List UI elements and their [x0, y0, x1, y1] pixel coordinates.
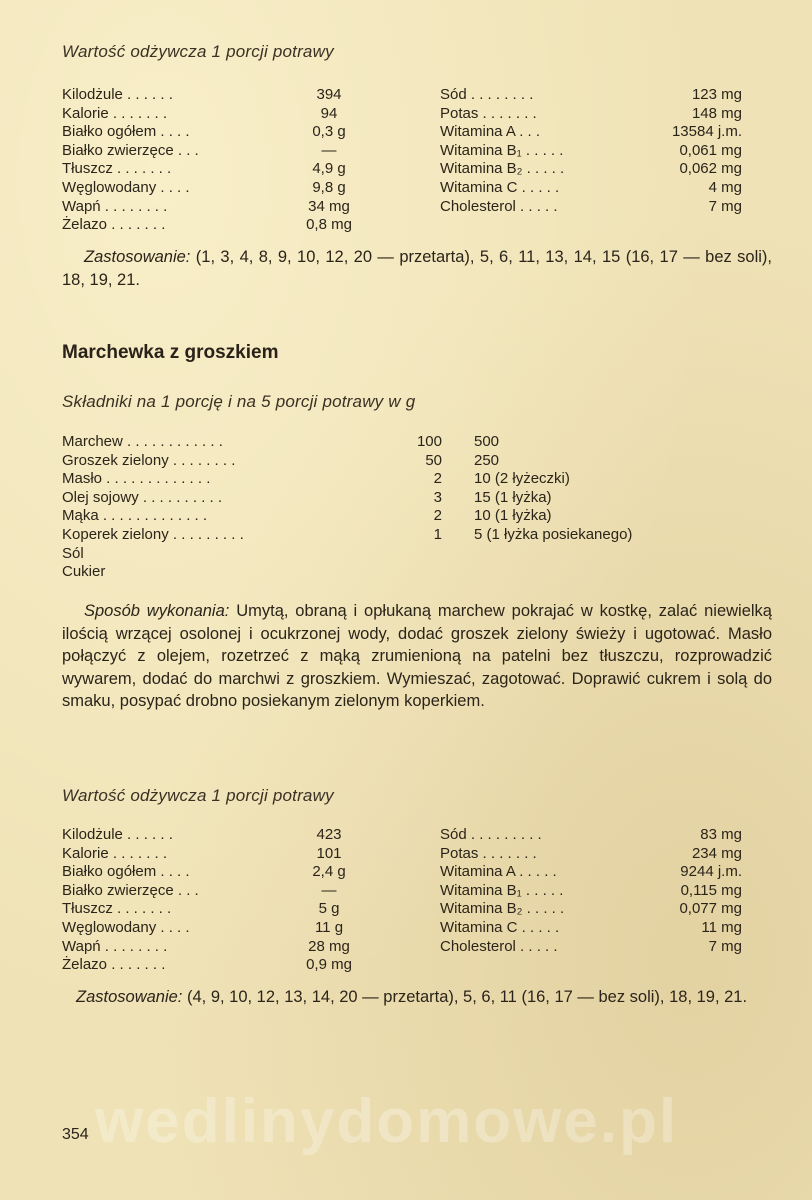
nutrition-row: Kilodżule . . . . . . 394: [62, 86, 342, 103]
nutrition-row: Białko ogółem . . . . 0,3 g: [62, 123, 346, 141]
nutrition-row: Cholesterol . . . . . 7 mg: [440, 197, 742, 215]
nutrition-table-2: [62, 826, 782, 976]
nutrition-row: Kalorie . . . . . . . 101: [62, 844, 342, 862]
nutrition-row: Potas . . . . . . . 234 mg: [440, 844, 742, 862]
nutrition-row: Witamina B₂ . . . . . 0,062 mg: [440, 160, 742, 178]
recipe-title: Marchewka z groszkiem: [62, 342, 279, 363]
nutrition-row: Białko zwierzęce . . . —: [62, 881, 337, 899]
nutrition-heading-1: Wartość odżywcza 1 porcji potrawy: [62, 42, 334, 61]
nutrition-row: Witamina B₂ . . . . . 0,077 mg: [440, 900, 742, 918]
nutrition-row: Witamina A . . . . . 9244 j.m.: [440, 863, 742, 881]
ingredient-row: Marchew . . . . . . . . . . . . 100 500: [62, 433, 500, 450]
nutrition-row: Potas . . . . . . . 148 mg: [440, 104, 742, 122]
nutrition-row: Sód . . . . . . . . 123 mg: [440, 86, 742, 103]
nutrition-row: Tłuszcz . . . . . . . 4,9 g: [62, 160, 346, 178]
ingredient-row: Mąka . . . . . . . . . . . . . 2 10 (1 łyżka): [62, 507, 552, 525]
nutrition-row: Witamina B₁ . . . . . 0,115 mg: [440, 881, 742, 899]
ingredients-heading: Składniki na 1 porcję i na 5 porcji potrawy w g: [62, 392, 416, 411]
nutrition-row: Tłuszcz . . . . . . . 5 g: [62, 900, 340, 918]
nutrition-row: Żelazo . . . . . . . 0,8 mg: [62, 216, 352, 234]
nutrition-row: Witamina C . . . . . 4 mg: [440, 178, 742, 196]
nutrition-heading-2: Wartość odżywcza 1 porcji potrawy: [62, 786, 334, 805]
nutrition-row: Kalorie . . . . . . . 94: [62, 104, 338, 122]
ingredient-row: Olej sojowy . . . . . . . . . . 3 15 (1 łyżka): [62, 488, 552, 506]
nutrition-row: Węglowodany . . . . 11 g: [62, 918, 344, 936]
nutrition-row: Cholesterol . . . . . 7 mg: [440, 937, 742, 955]
usage-paragraph-1: Zastosowanie: (1, 3, 4, 8, 9, 10, 12, 20 — przetarta), 5, 6, 11, 13, 14, 15 (16, 17 — bez soli), 18, 19, 21.: [62, 248, 772, 289]
ingredients-list: [62, 433, 782, 583]
nutrition-table-2-right: [440, 826, 750, 956]
nutrition-row: Kilodżule . . . . . . 423: [62, 826, 342, 843]
nutrition-table-1: [62, 86, 782, 236]
ingredient-row: Sól: [62, 544, 84, 562]
nutrition-table-2-left: [62, 826, 372, 975]
nutrition-row: Witamina C . . . . . 11 mg: [440, 918, 742, 936]
ingredient-row: Masło . . . . . . . . . . . . . 2 10 (2 łyżeczki): [62, 470, 570, 488]
nutrition-table-1-left: [62, 86, 372, 235]
method-paragraph: Sposób wykonania: Umytą, obraną i opłukaną marchew pokrajać w kostkę, zalać niewielką ilością wrzącej osolonej i ocukrzonej wody, dodać groszek zielony świeży i ugotować. Masło połączyć z olejem, rozetrzeć z mąką zrumienioną na patelni bez tłuszczu, rozprowadzić wywarem, dodać do marchwi z groszkiem. Wymieszać, zagotować. Doprawić cukrem i solą do smaku, posypać drobno posiekanym zielonym koperkiem.: [62, 602, 772, 710]
ingredient-row: Groszek zielony . . . . . . . . 50 250: [62, 451, 500, 469]
ingredient-row: Koperek zielony . . . . . . . . . 1 5 (1 łyżka posiekanego): [62, 525, 633, 543]
nutrition-row: Żelazo . . . . . . . 0,9 mg: [62, 956, 352, 974]
nutrition-table-1-right: [440, 86, 750, 216]
ingredient-row: Cukier: [62, 563, 106, 581]
nutrition-row: Witamina B₁ . . . . . 0,061 mg: [440, 141, 742, 159]
nutrition-row: Węglowodany . . . . 9,8 g: [62, 178, 346, 196]
page-number: 354: [62, 1126, 89, 1143]
nutrition-row: Wapń . . . . . . . . 34 mg: [62, 197, 350, 215]
nutrition-row: Sód . . . . . . . . . 83 mg: [440, 826, 742, 843]
nutrition-row: Białko ogółem . . . . 2,4 g: [62, 863, 346, 881]
watermark: wedlinydomowe.pl: [95, 1087, 679, 1156]
nutrition-row: Witamina A . . . 13584 j.m.: [440, 123, 742, 141]
nutrition-row: Białko zwierzęce . . . —: [62, 141, 337, 159]
nutrition-row: Wapń . . . . . . . . 28 mg: [62, 937, 350, 955]
usage-paragraph-2: Zastosowanie: (4, 9, 10, 12, 13, 14, 20 — przetarta), 5, 6, 11 (16, 17 — bez soli), 18, 19, 21.: [76, 988, 748, 1006]
